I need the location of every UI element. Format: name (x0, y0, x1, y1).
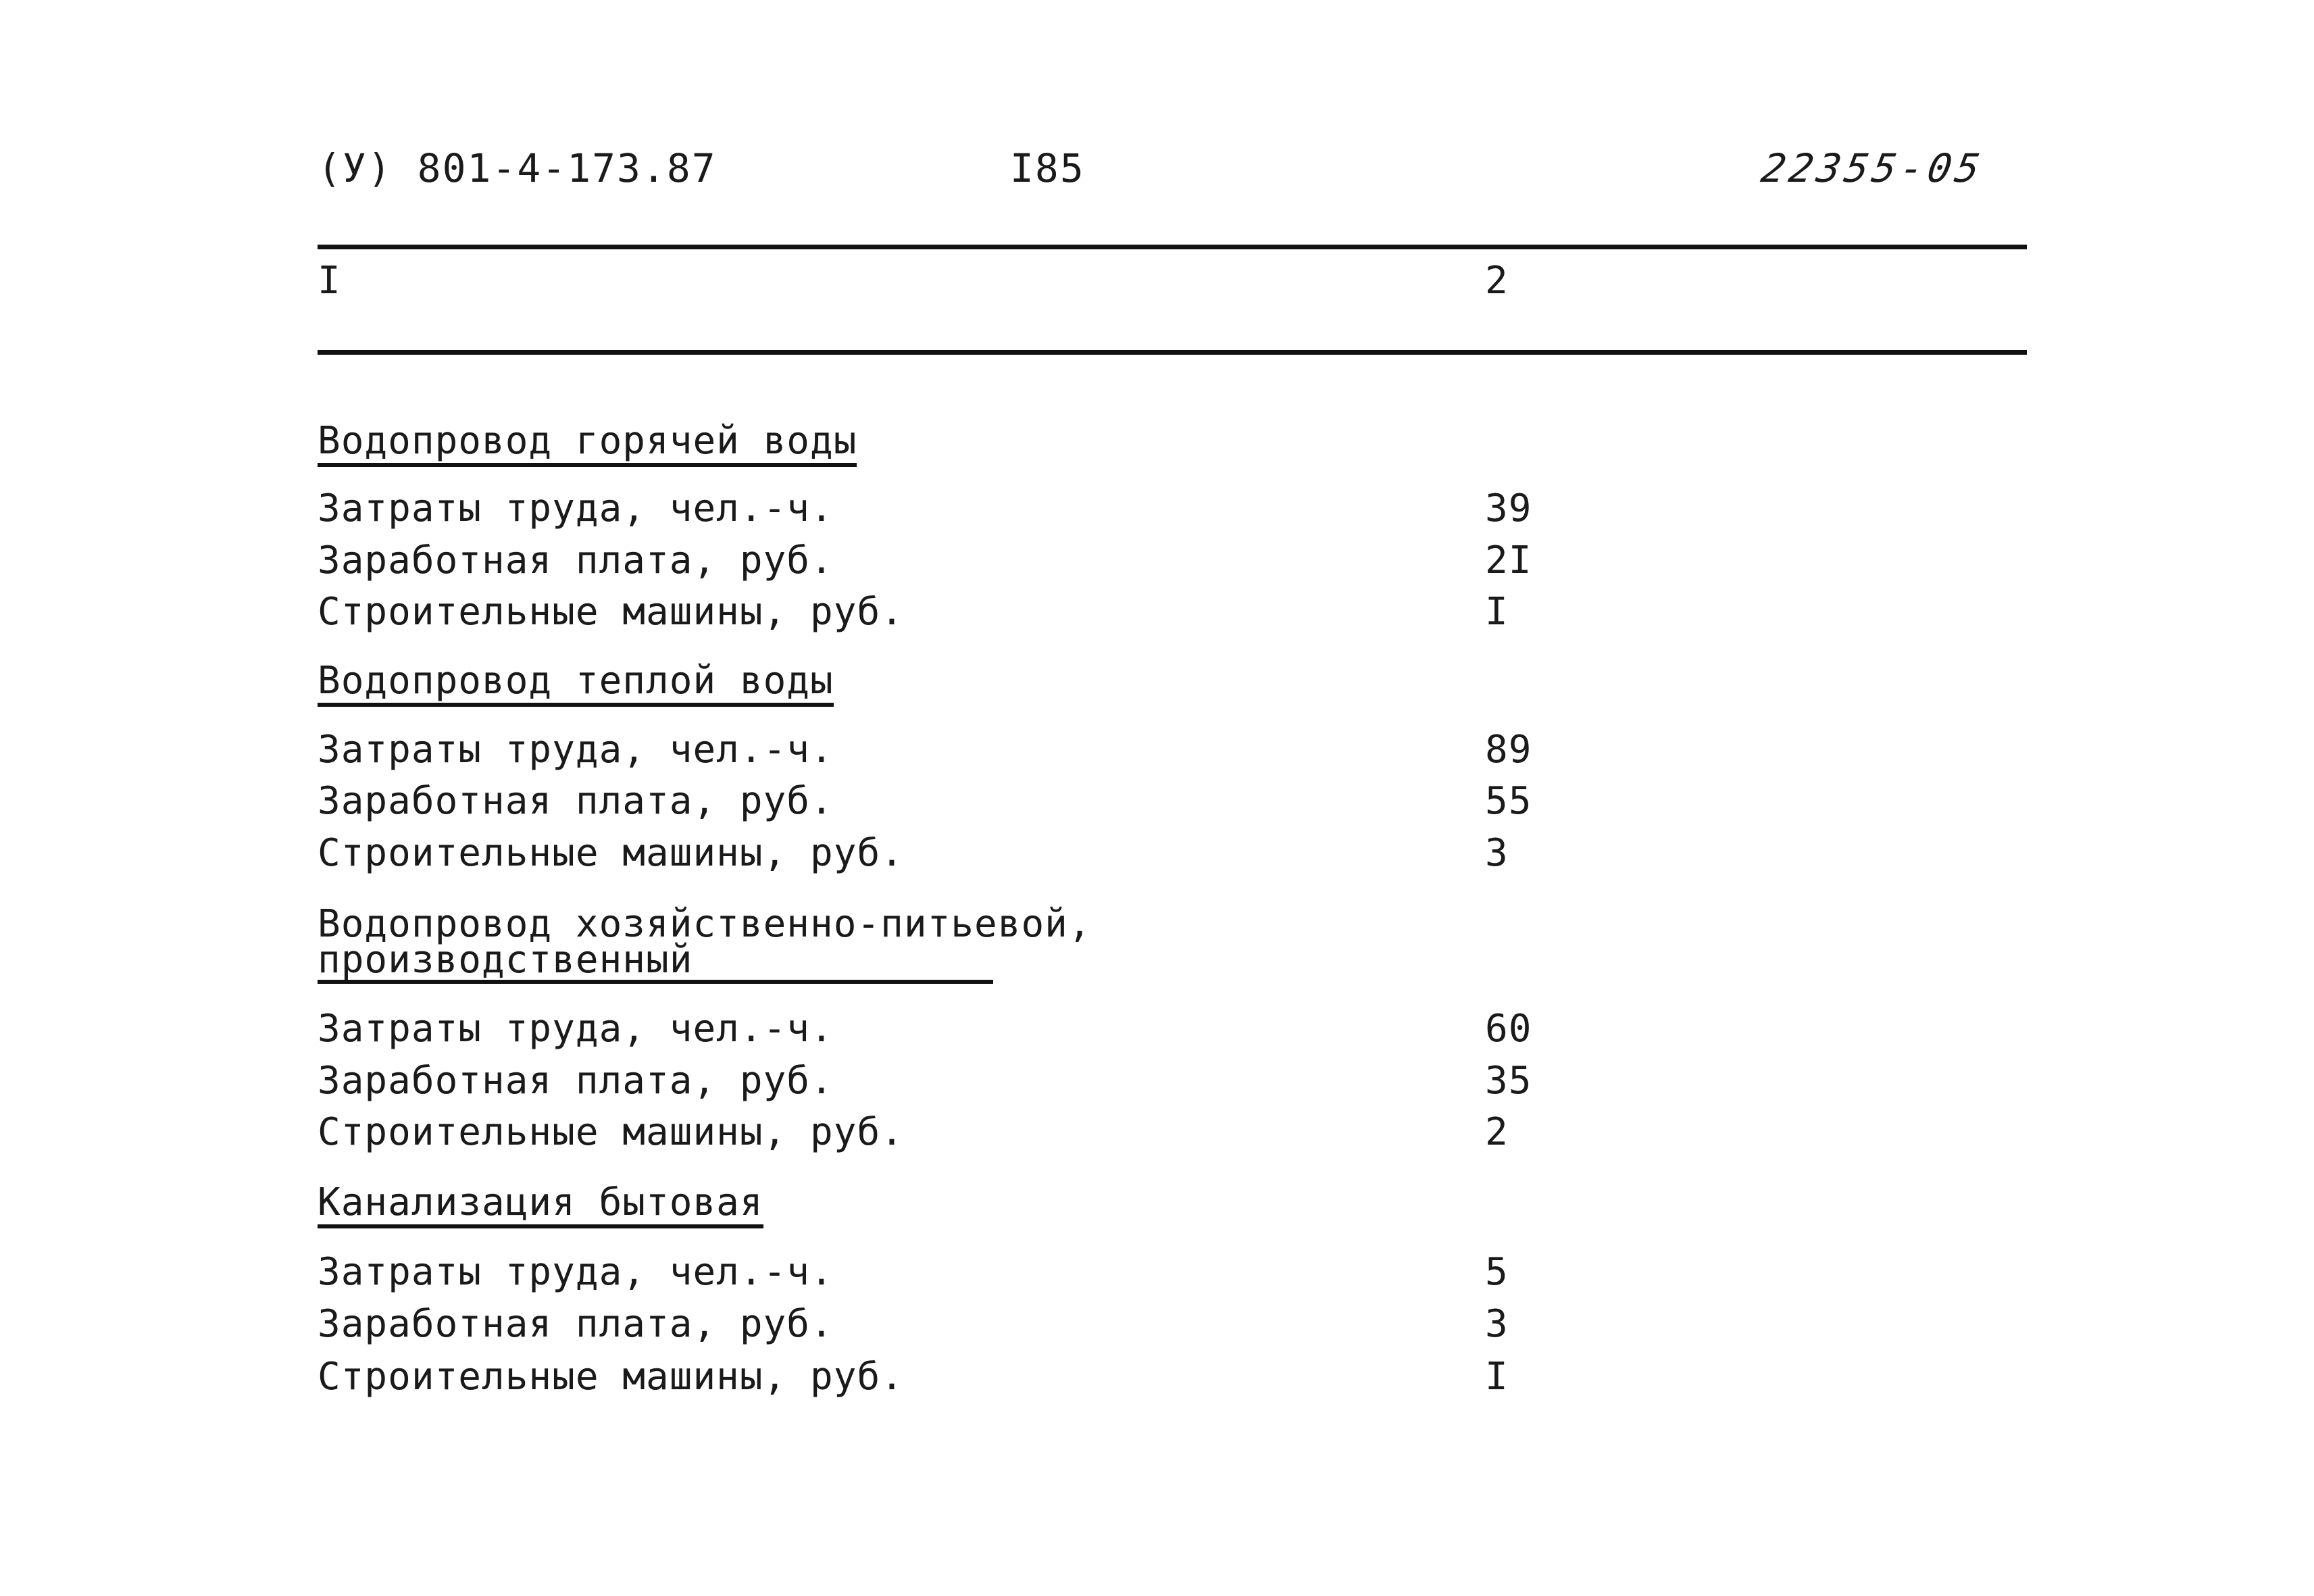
row-value: I (1485, 1355, 1509, 1399)
page-number: I85 (1010, 145, 1085, 191)
table-header-rule (318, 350, 2027, 355)
row-value: 60 (1485, 1007, 1532, 1051)
section-title-drinking-water: Водопровод хозяйственно-питьевой, производственный (318, 905, 1092, 984)
row-value: 35 (1485, 1059, 1532, 1103)
table-top-rule (318, 245, 2027, 249)
section-title-sewerage: Канализация бытовая (318, 1184, 763, 1228)
inventory-number: 22355-05 (1757, 145, 1987, 191)
row-value: 2 (1485, 1110, 1509, 1154)
column-header-1: I (318, 259, 341, 303)
row-label: Заработная плата, руб. (318, 1059, 834, 1103)
row-label: Затраты труда, чел.-ч. (318, 1007, 834, 1051)
row-value: 3 (1485, 831, 1509, 875)
row-label: Затраты труда, чел.-ч. (318, 728, 834, 772)
row-value: 3 (1485, 1302, 1509, 1346)
section-title-hot-water: Водопровод горячей воды (318, 422, 857, 467)
row-label: Строительные машины, руб. (318, 590, 904, 634)
row-label: Заработная плата, руб. (318, 1302, 834, 1346)
row-value: 5 (1485, 1250, 1509, 1294)
column-header-2: 2 (1485, 259, 1508, 303)
row-label: Заработная плата, руб. (318, 779, 834, 823)
row-value: I (1485, 590, 1509, 634)
row-label: Строительные машины, руб. (318, 831, 904, 875)
row-value: 39 (1485, 487, 1532, 530)
row-label: Заработная плата, руб. (318, 539, 834, 582)
row-value: 55 (1485, 779, 1532, 823)
row-value: 2I (1485, 539, 1532, 582)
row-label: Строительные машины, руб. (318, 1110, 904, 1154)
row-label: Затраты труда, чел.-ч. (318, 487, 834, 530)
section-title-warm-water: Водопровод теплой воды (318, 662, 834, 707)
row-value: 89 (1485, 728, 1532, 772)
row-label: Затраты труда, чел.-ч. (318, 1250, 834, 1294)
project-code: (У) 801-4-173.87 (318, 145, 717, 191)
row-label: Строительные машины, руб. (318, 1355, 904, 1399)
